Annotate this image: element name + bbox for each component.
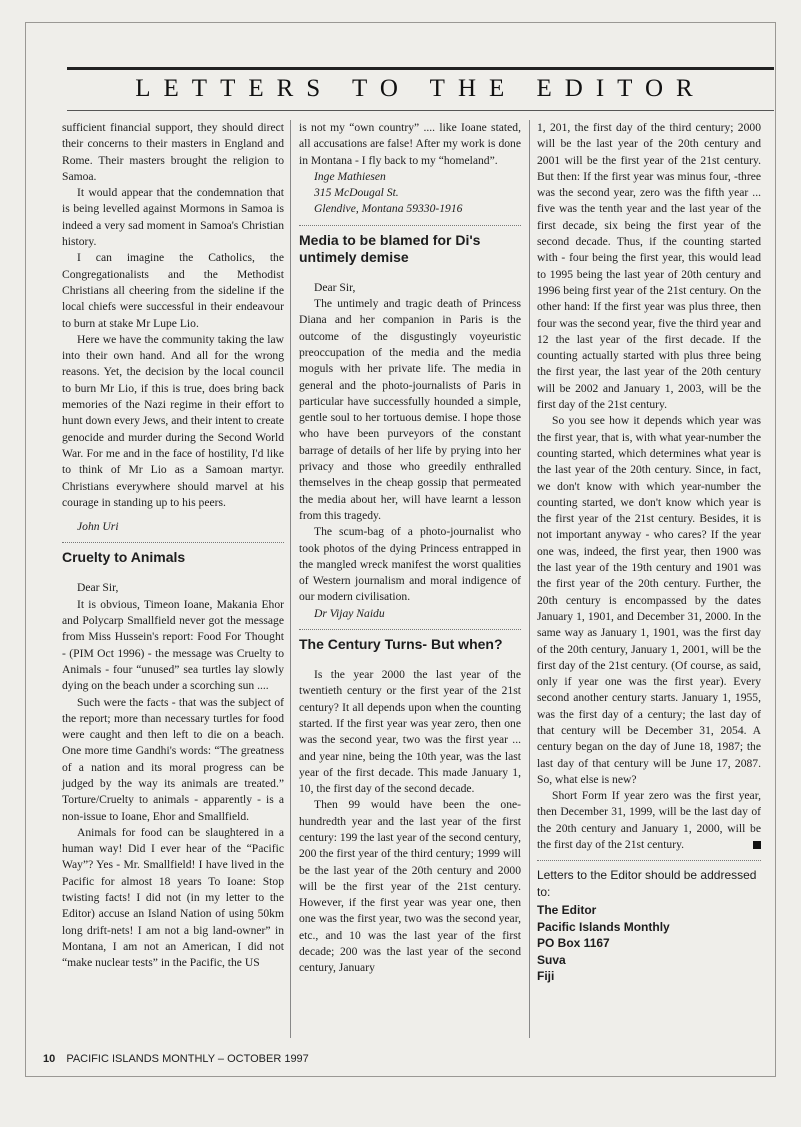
letter-address-city: Glendive, Montana 59330-1916 (314, 202, 463, 216)
address-line: Suva (537, 952, 566, 967)
letter-paragraph: It would appear that the condemnation that is being levelled against Mormons in Samoa is indeed a very sad moment in Samoa's Christian history. (62, 186, 284, 249)
editor-address-box (537, 867, 761, 985)
letter-signature: Inge Mathiesen (314, 169, 386, 183)
masthead-rule-bottom (67, 110, 774, 111)
column-2 (299, 120, 521, 977)
separator (62, 542, 284, 543)
column-1 (62, 120, 284, 972)
letter-heading: Media to be blamed for Di's untimely demise (299, 231, 481, 265)
separator (299, 225, 521, 226)
letter-paragraph: Is the year 2000 the last year of the twentieth century or the first year of the 21st century? It all depends upon when the counting started. If the first year was year zero, then one was the second year, two was the first year ... and year nine, being the 10th year, was the last year of the first decade. This made January 1, 10, the first day of the second decade. (299, 668, 521, 796)
page-number: 10 (43, 1053, 56, 1065)
end-of-article-icon (753, 841, 761, 849)
letter-paragraph: Then 99 would have been the one-hundredth year and the last year of the first century: 199 the last year of the second century, 200 the first year of the third century; 1999 will be the last year of the 20th century and 2000 will be the first year of the 21st century. However, if the first year was year one, then one was the first year, two was the second year, etc., and 10 was the last year of the first decade; 200 was the last year of the second century, January (299, 798, 521, 975)
letter-heading: Cruelty to Animals (62, 549, 186, 566)
separator (537, 860, 761, 861)
publication-line: PACIFIC ISLANDS MONTHLY – OCTOBER 1997 (66, 1053, 309, 1065)
letter-paragraph: It is obvious, Timeon Ioane, Makania Ehor and Polycarp Smallfield never got the message from Miss Hussein's report: Food For Thought - (PIM Oct 1996) - the message was Cruelty to Animals - four “unused” sea turtles lay slowly dying on the beach under a scorching sun .... (62, 597, 284, 693)
column-divider (290, 120, 291, 1038)
address-intro: Letters to the Editor should be addressed to: (537, 868, 757, 899)
address-line: PO Box 1167 (537, 936, 610, 951)
column-3 (537, 120, 761, 985)
letter-paragraph: sufficient financial support, they should direct their concerns to their masters in England and Rome. Their masters brought the religion to Samoa. (62, 121, 284, 183)
letter-paragraph: The untimely and tragic death of Princess Diana and her companion in Paris is the outcome of the disgustingly voyeuristic preoccupation of the media and the media moguls with her private life. The media in general and the photo-journalists of Paris in particular have successfully hounded a simple, gentle soul to her tortuous demise. I hope those who have been purveyors of the constant barrage of details of her life by prying into her privacy and those who greedily enthralled themselves in the cheap gossip that permeated the media about her, will have learnt a lesson from this tragedy. (299, 297, 521, 522)
separator (299, 629, 521, 630)
letter-paragraph: is not my “own country” .... like Ioane stated, all accusations are false! After my work is done in Montana - I fly back to my “homeland”. (299, 121, 521, 167)
letter-address-street: 315 McDougal St. (314, 186, 399, 200)
letter-paragraph: So you see how it depends which year was the first year, that is, with what year-number the counting started, which determines what year is the last year of the 20th century. Since, in fact, we don't know with which year-number the counting started, we don't know which year is the first year of the 21st century. Besides, it is not important anyway - who cares? If the year one was, indeed, the first year, then 1900 was the last year of the 19th century and 1901 was the first year of the 20th century. Further, the 20th century is encompassed by the dates January 1, 1901, and December 31, 2000. In the same way as January 1, 1901, was the first day of the 20th century, January 1, 2001, will be the first day of the 21st century. (Of course, as said, only if year one was the first year). Every second another century starts. January 1, 1955, was the first day of a century; the last day of that century will be December 31, 2054. A century began on the day of June 18, 1987; the last day of that century will be June 17, 2087. So, what else is new? (537, 414, 761, 786)
letter-paragraph: I can imagine the Catholics, the Congregationalists and the Methodist Christians all cheering from the sideline if the local chiefs were successful in their endeavour to burn at stake Mr Lupe Lio. (62, 251, 284, 330)
address-line: Fiji (537, 969, 555, 984)
letter-paragraph: Here we have the community taking the law into their own hand. And all for the wrong reasons. Yet, the decision by the local council to burn Mr Lio, if this is true, does bring back memories of the Nazi regime in their effort to hunt down every Jews, and their intent to create genocide and murder during the Second World War. For me and in the face of hostility, I'd like to think of Mr Lio as a Samoan martyr. Christians everywhere should marvel at his courage in standing up to his peers. (62, 332, 284, 509)
address-line: Pacific Islands Monthly (537, 919, 670, 934)
letter-paragraph: The scum-bag of a photo-journalist who took photos of the dying Princess entrapped in the mangled wreck manifest the worst qualities of Western journalism and moral indigence of our modern civilisation. (299, 525, 521, 604)
letter-paragraph (537, 788, 761, 853)
masthead-rule-top (67, 67, 774, 70)
column-divider (529, 120, 530, 1038)
salutation: Dear Sir, (314, 280, 356, 294)
letter-paragraph-text: Short Form If year zero was the first year, then December 31, 1999, will be the last day of the 20th century and January 1, 2000, will be the first day of the 21st century. (537, 789, 761, 852)
letter-paragraph: Such were the facts - that was the subject of the report; more than necessary turtles for food were caught and then left to die on a beach. One more time Gandhi's words: “The greatness of a nation and its moral progress can be judged by the way its animals are treated.” Torture/Cruelty to animals - apparently - is a non-issue to Ioane, Ehor and Smallfield. (62, 695, 284, 823)
salutation: Dear Sir, (77, 581, 119, 595)
letter-signature: Dr Vijay Naidu (314, 606, 385, 620)
section-masthead: LETTERS TO THE EDITOR (135, 75, 706, 102)
letter-heading: The Century Turns- But when? (299, 636, 503, 653)
letter-paragraph: Animals for food can be slaughtered in a human way! Did I ever hear of the “Pacific Way”? Yes - Mr. Smallfield! I have lived in the Pacific for almost 18 years To Ioane: Stop twisting facts! I did not (in my letter to the Editor) accuse an Island Nation of using 50km long drift-nets! I am not a big land-owner” in Montana, I am not an American, I did not “make nuclear tests” in the Pacific, the US (62, 825, 284, 970)
address-line: The Editor (537, 903, 597, 918)
page-footer (43, 1053, 309, 1065)
letter-signature: John Uri (77, 520, 119, 534)
letter-paragraph: 1, 201, the first day of the third century; 2000 will be the last year of the 20th century and 2001 will be the first year of the 21st century. But then: If the first year was minus four, -three was the second year, zero was the fifth year ... five was the tenth year and the last year of the first decade, six being the first year of the second decade. Thus, if the counting started with - four being the first year, this would lead to 1995 being the last year of 20th century and 1996 being first year of the 21st century. On the other hand: If the first year was plus three, then four was the second year, five the third year and 12 the last year of the first decade. If the counting actually started with plus three being the first year, the last year of the 20th century will be 2002 and January 1, 2003, will be the first day of the 21st century. (537, 121, 761, 412)
